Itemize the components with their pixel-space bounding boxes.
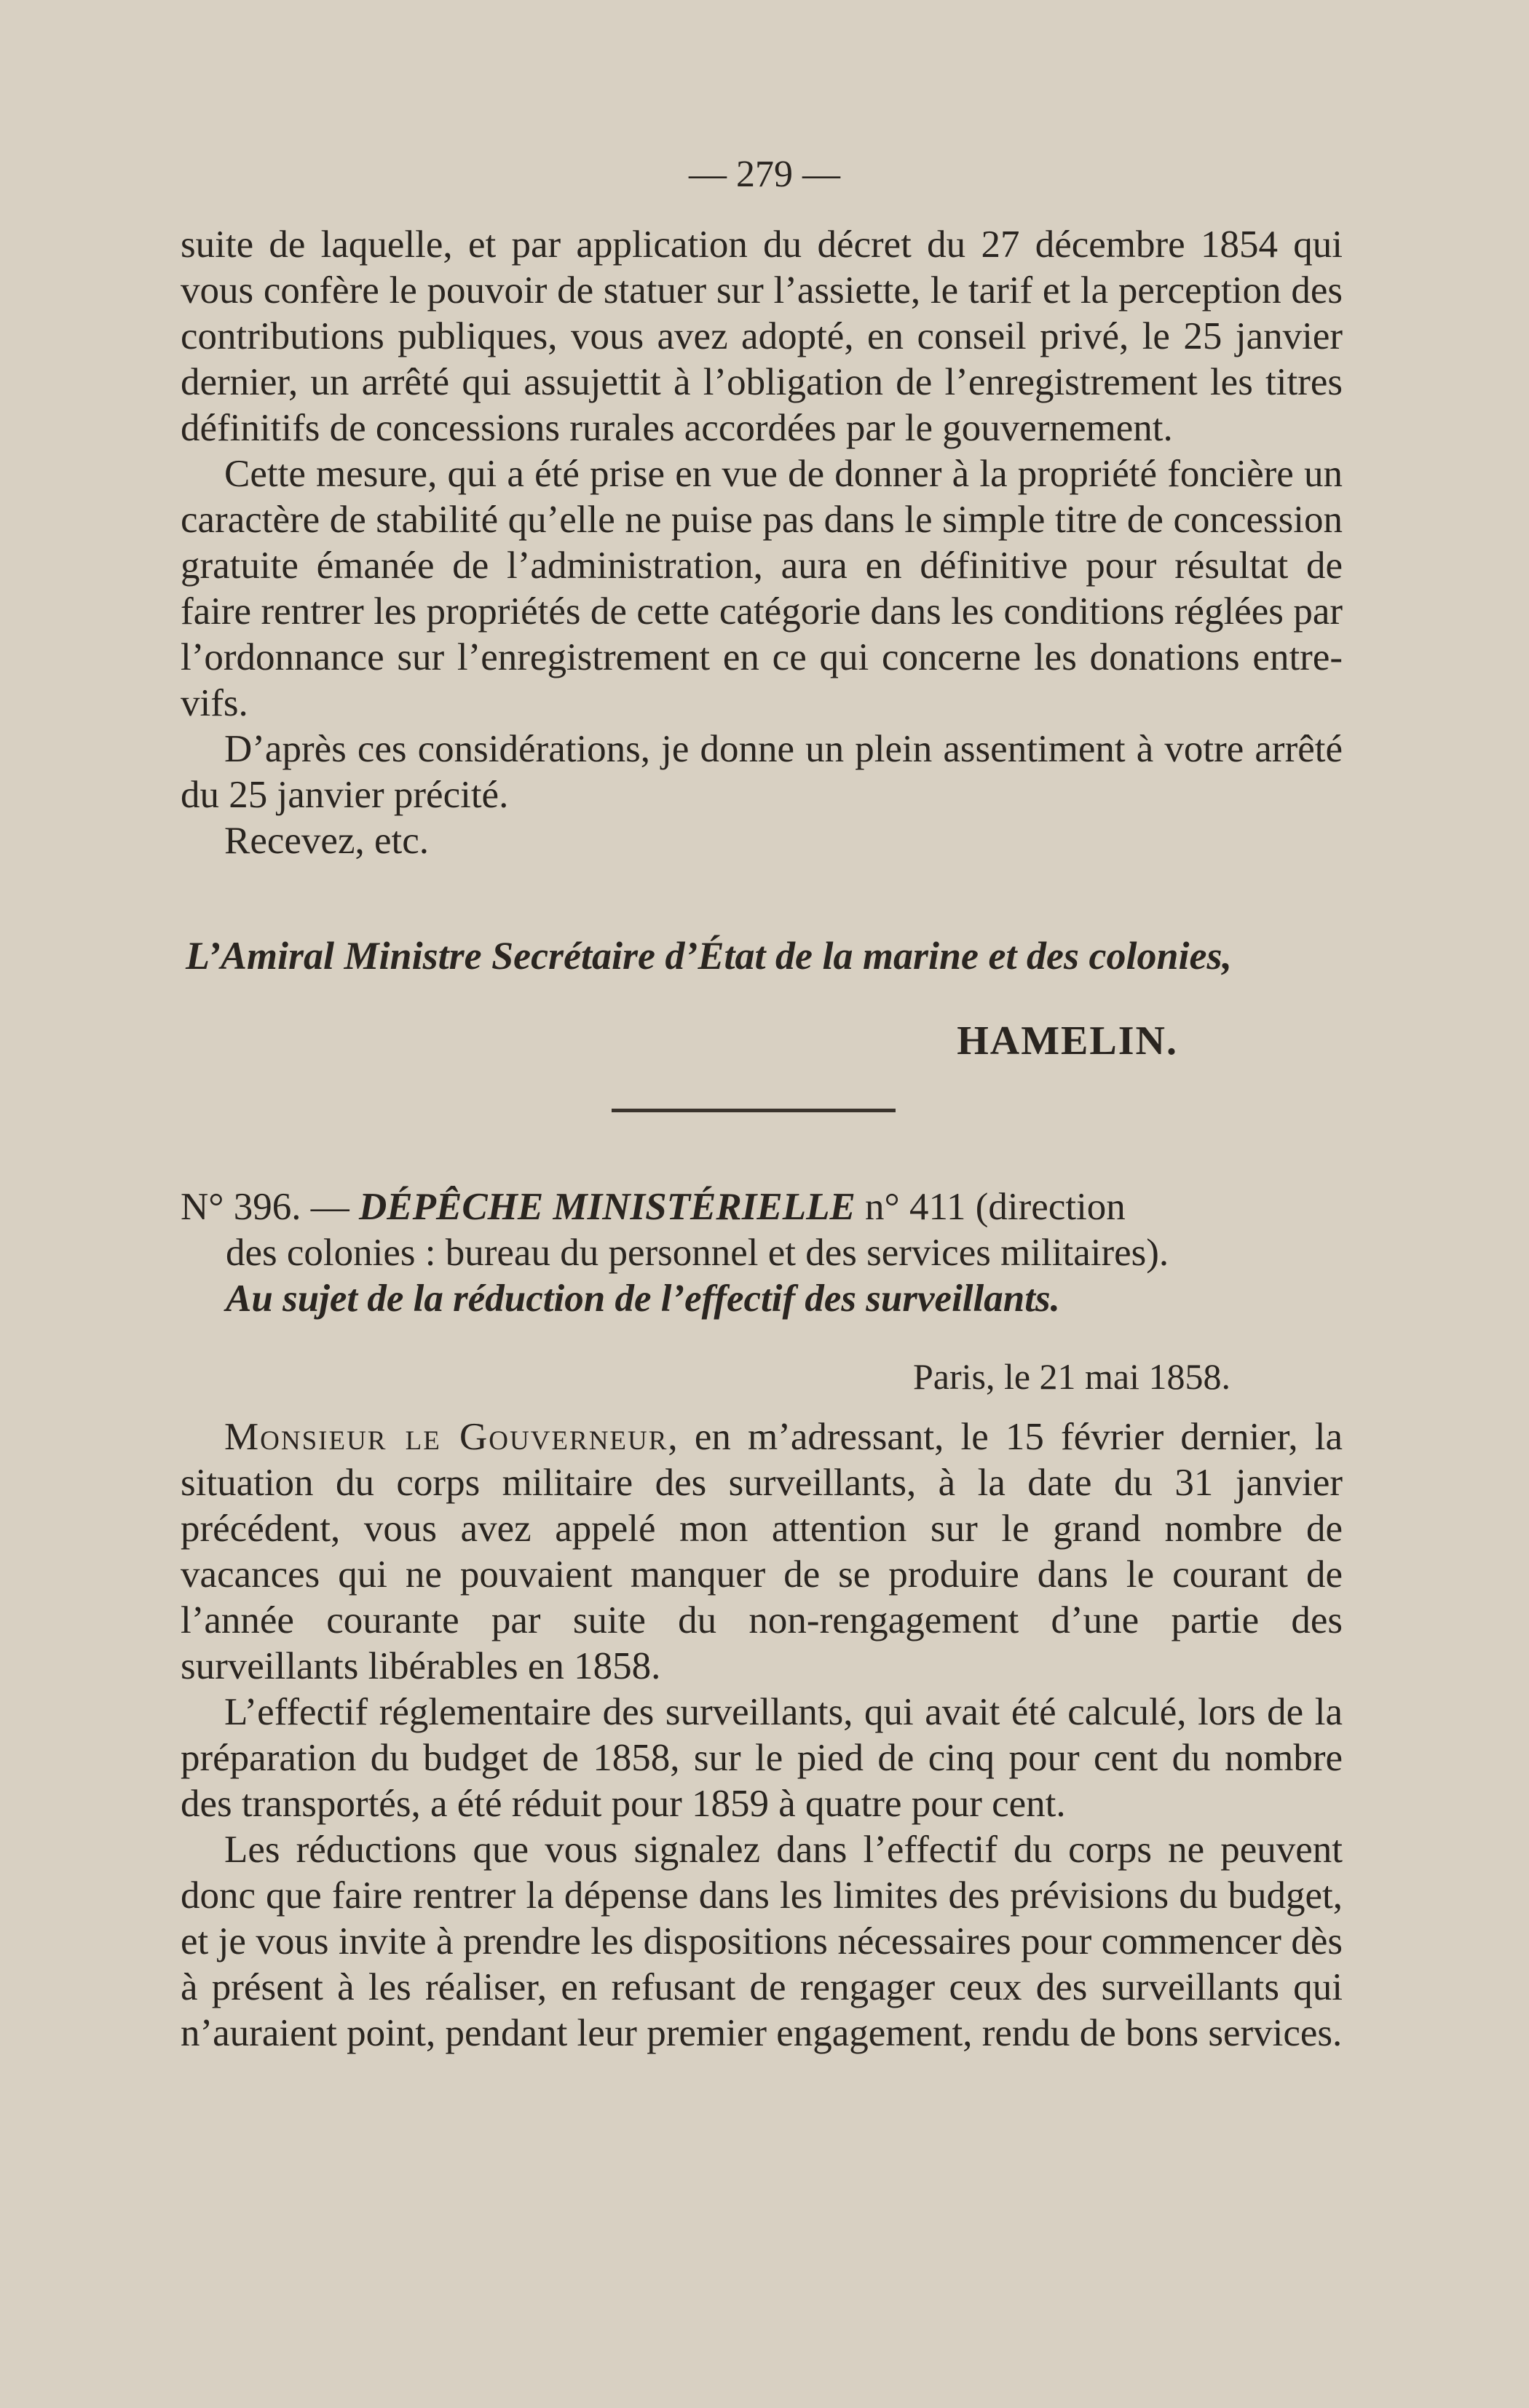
- body-paragraph-2: L’effectif réglementaire des surveillants, qui avait été calculé, lors de la préparation du budget de 1858, sur le pied de cinq pour cent du nombre des transportés, a été réduit pour 1859 à quatre pour cent.: [181, 1691, 1343, 1825]
- signature-name: HAMELIN.: [957, 1018, 1178, 1064]
- section-divider: [612, 1109, 896, 1112]
- dispatch-heading: [181, 1184, 1343, 1322]
- dispatch-heading-line2: des colonies : bureau du personnel et des services militaires).: [226, 1232, 1169, 1274]
- upper-section: [181, 222, 1343, 864]
- body-paragraph-1-text: , en m’adressant, le 15 février dernier, la situation du corps militaire des surveillants, à la date du 31 janvier précédent, vous avez appelé mon attention sur le grand nombre de vacances qui ne pouvaient manquer de se produire dans le courant de l’année courante par suite du non-rengagement d’une partie des surveillants libérables en 1858.: [181, 1416, 1343, 1687]
- body-paragraph-1: [181, 1414, 1343, 1690]
- dispatch-heading-line1: [181, 1184, 1343, 1230]
- closing-formula: Recevez, etc.: [224, 820, 429, 862]
- second-paragraph: Cette mesure, qui a été prise en vue de donner à la propriété foncière un caractère de stabilité qu’elle ne puise pas dans le simple titre de concession gratuite émanée de l’administration, aura en définitive pour résultat de faire rentrer les propriétés de cette catégorie dans les conditions réglées par l’ordonnance sur l’enregistrement en ce qui concerne les donations entre-vifs.: [181, 453, 1343, 724]
- dispatch-number: N° 396. —: [181, 1186, 349, 1228]
- dispatch-subject: Au sujet de la réduction de l’effectif des surveillants.: [226, 1278, 1060, 1320]
- first-paragraph: suite de laquelle, et par application du décret du 27 décembre 1854 qui vous confère le pouvoir de statuer sur l’assiette, le tarif et la perception des contributions publiques, vous avez adopté, en conseil privé, le 25 janvier dernier, un arrêté qui assujettit à l’obligation de l’enregistrement les titres définitifs de concessions rurales accordées par le gouvernement.: [181, 223, 1343, 449]
- body-paragraph-3: Les réductions que vous signalez dans l’effectif du corps ne peuvent donc que faire rentrer la dépense dans les limites des prévisions du budget, et je vous invite à prendre les dispositions nécessaires pour commencer dès à présent à les réaliser, en refusant de rengager ceux des surveillants qui n’auraient point, pendant leur premier engagement, rendu de bons services.: [181, 1829, 1343, 2054]
- signature-title: L’Amiral Ministre Secrétaire d’État de la marine et des colonies,: [186, 934, 1232, 978]
- dispatch-ref: n° 411 (direction: [865, 1186, 1126, 1228]
- dispatch-body: [181, 1414, 1343, 2056]
- dispatch-title: DÉPÊCHE MINISTÉRIELLE: [358, 1186, 856, 1228]
- salutation: Monsieur le Gouverneur: [224, 1416, 668, 1458]
- page-number: — 279 —: [689, 154, 840, 195]
- third-paragraph: D’après ces considérations, je donne un plein assentiment à votre arrêté du 25 janvier précité.: [181, 728, 1343, 816]
- place-date: Paris, le 21 mai 1858.: [912, 1356, 1230, 1397]
